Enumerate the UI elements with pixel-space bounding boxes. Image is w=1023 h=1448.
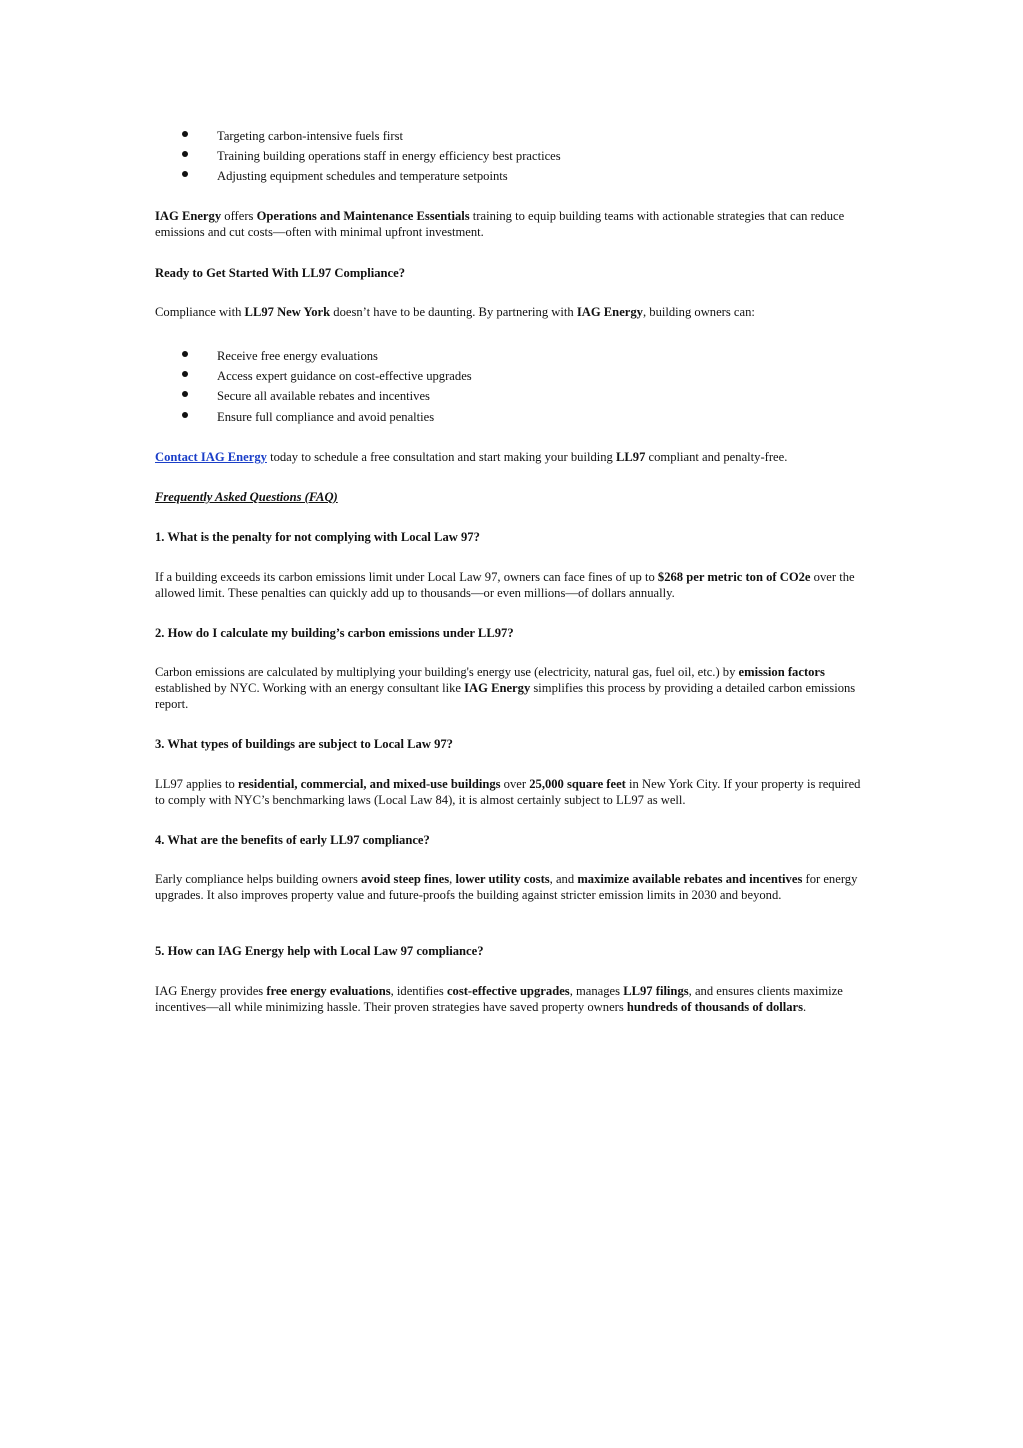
faq-question: 1. What is the penalty for not complying with Local Law 97? <box>155 530 480 544</box>
list-item: Ensure full compliance and avoid penalties <box>0 409 1023 425</box>
bullet-icon <box>182 391 188 397</box>
bullet-icon <box>182 371 188 377</box>
bullet-icon <box>182 131 188 137</box>
om-paragraph: IAG Energy offers Operations and Maintenance Essentials training to equip building teams with actionable strategies that can reduce emissions and cut costs—often with minimal upfront investment. <box>155 209 845 239</box>
faq-answer: IAG Energy provides free energy evaluations, identifies cost-effective upgrades, manages LL97 filings, and ensures clients maximize incentives—all while minimizing hassle. Their proven strategies have saved property owners hundreds of thousands of dollars. <box>155 984 843 1014</box>
contact-paragraph: Contact IAG Energy today to schedule a free consultation and start making your building LL97 compliant and penalty-free. <box>155 450 788 464</box>
list-item: Access expert guidance on cost-effective upgrades <box>0 368 1023 384</box>
bullet-icon <box>182 151 188 157</box>
list-item: Secure all available rebates and incentives <box>0 388 1023 404</box>
faq-answer: If a building exceeds its carbon emissions limit under Local Law 97, owners can face fines of up to $268 per metric ton of CO2e over the allowed limit. These penalties can quickly add up to thousands—or even millions—of dollars annually. <box>155 570 855 600</box>
faq-question: 4. What are the benefits of early LL97 compliance? <box>155 833 430 847</box>
contact-link[interactable]: Contact IAG Energy <box>155 450 267 464</box>
list-item: Receive free energy evaluations <box>0 348 1023 364</box>
faq-answer: Carbon emissions are calculated by multiplying your building's energy use (electricity, natural gas, fuel oil, etc.) by emission factors established by NYC. Working with an energy consultant like IAG Energy simplifies this process by providing a detailed carbon emissions report. <box>155 665 856 711</box>
brand-name: IAG Energy <box>155 209 222 223</box>
intro-paragraph: Compliance with LL97 New York doesn’t have to be daunting. By partnering with IAG Energy, building owners can: <box>155 305 755 319</box>
list-item: Adjusting equipment schedules and temperature setpoints <box>0 168 1023 184</box>
bullet-icon <box>182 412 188 418</box>
faq-answer: Early compliance helps building owners avoid steep fines, lower utility costs, and maximize available rebates and incentives for energy upgrades. It also improves property value and future-proofs the building against stricter emission limits in 2030 and beyond. <box>155 872 858 902</box>
faq-question: 5. How can IAG Energy help with Local Law 97 compliance? <box>155 944 484 958</box>
bullet-icon <box>182 171 188 177</box>
faq-answer: LL97 applies to residential, commercial, and mixed-use buildings over 25,000 square feet in New York City. If your property is required to comply with NYC’s benchmarking laws (Local Law 84), it is almost certainly subject to LL97 as well. <box>155 777 861 807</box>
section-heading: Ready to Get Started With LL97 Compliance? <box>155 266 406 280</box>
faq-question: 2. How do I calculate my building’s carbon emissions under LL97? <box>155 626 514 640</box>
bullet-icon <box>182 351 188 357</box>
faq-question: 3. What types of buildings are subject to Local Law 97? <box>155 737 453 751</box>
list-item: Targeting carbon-intensive fuels first <box>0 128 1023 144</box>
list-item: Training building operations staff in energy efficiency best practices <box>0 148 1023 164</box>
faq-title: Frequently Asked Questions (FAQ) <box>155 490 338 504</box>
program-name: Operations and Maintenance Essentials <box>256 209 470 223</box>
